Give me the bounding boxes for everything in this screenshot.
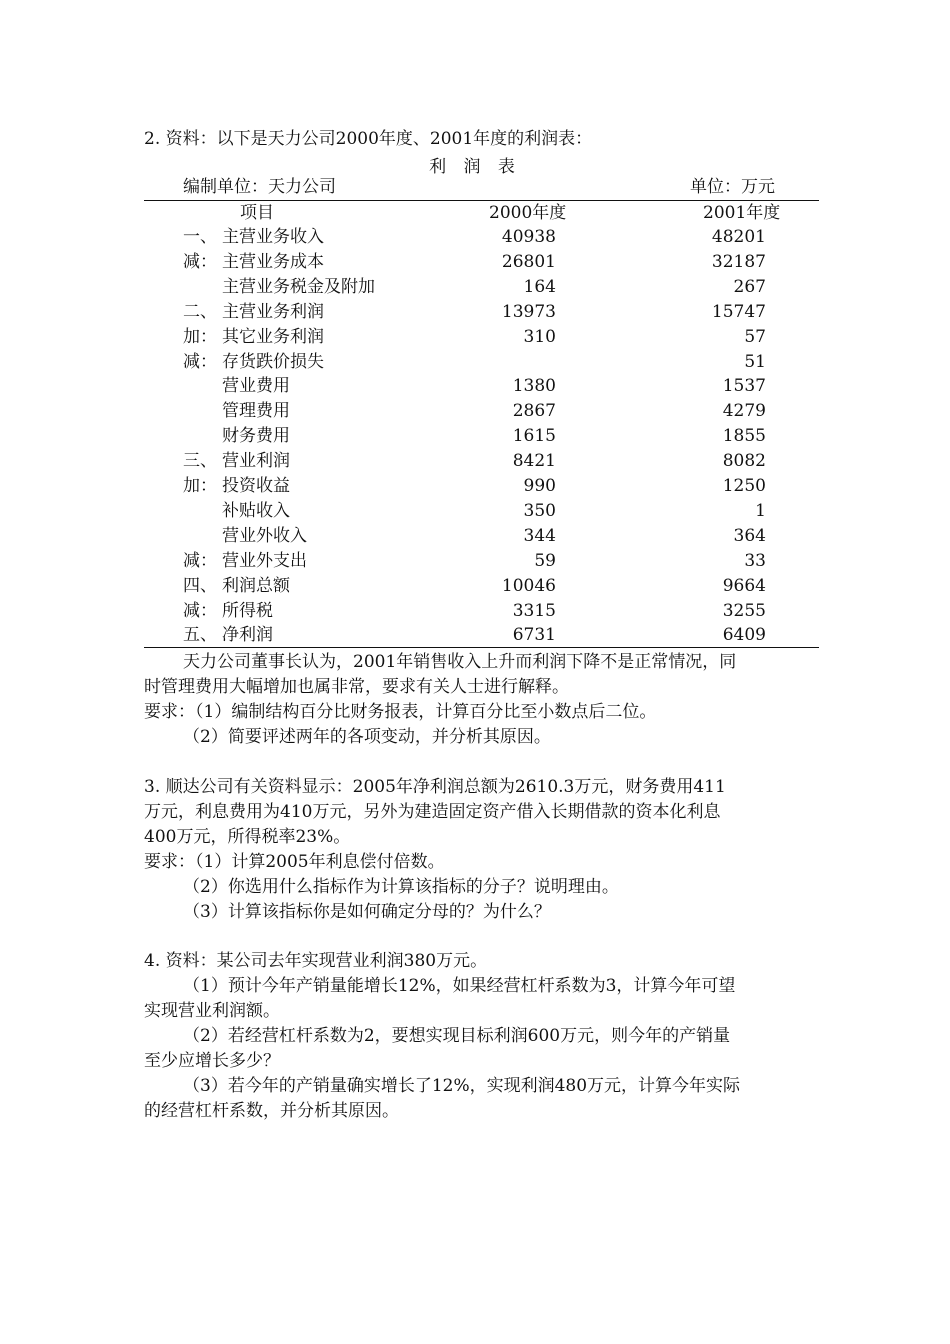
- row-label: 主营业务税金及附加: [222, 276, 375, 297]
- value-2000: 10046: [501, 575, 556, 596]
- value-2000: 344: [523, 525, 556, 546]
- value-2001: 3255: [722, 600, 766, 621]
- q2-requirement-1: 要求：（1）编制结构百分比财务报表，计算百分比至小数点后二位。: [144, 702, 657, 722]
- value-2000: 40938: [501, 227, 556, 247]
- value-2001: 1537: [722, 376, 766, 397]
- table-row: [144, 275, 819, 300]
- q3-requirement-3: （3）计算该指标你是如何确定分母的？为什么？: [183, 902, 551, 922]
- q2-para-line1: 天力公司董事长认为，2001年销售收入上升而利润下降不是正常情况，同: [183, 652, 737, 672]
- q4-part3-line1: （3）若今年的产销量确实增长了12%，实现利润480万元，计算今年实际: [183, 1076, 741, 1096]
- q4-part3-line2: 的经营杠杆系数，并分析其原因。: [144, 1101, 399, 1121]
- row-label: 所得税: [222, 600, 273, 621]
- row-prefix: 四、: [183, 575, 217, 596]
- row-label: 营业费用: [222, 376, 290, 397]
- header-item: 项目: [240, 203, 274, 223]
- value-2000: 8421: [512, 451, 556, 472]
- row-prefix: 减：: [183, 600, 217, 621]
- row-prefix: 二、: [183, 301, 217, 322]
- row-label: 利润总额: [222, 575, 290, 596]
- row-label: 主营业务成本: [222, 251, 324, 272]
- header-2000: 2000年度: [489, 203, 567, 223]
- q3-requirement-2: （2）你选用什么指标作为计算该指标的分子？说明理由。: [183, 877, 619, 897]
- row-prefix: 减：: [183, 251, 217, 272]
- q4-part1-line1: （1）预计今年产销量能增长12%，如果经营杠杆系数为3，计算今年可望: [183, 976, 736, 996]
- row-label: 营业外支出: [222, 550, 307, 571]
- q4-part2-line2: 至少应增长多少？: [144, 1051, 280, 1071]
- q2-requirement-2: （2）简要评述两年的各项变动，并分析其原因。: [183, 727, 551, 747]
- value-2001: 4279: [722, 401, 766, 422]
- table-row: [144, 225, 819, 250]
- table-row: [144, 474, 819, 499]
- row-label: 存货跌价损失: [222, 351, 324, 372]
- row-prefix: 一、: [183, 227, 217, 247]
- q3-line2: 万元，利息费用为410万元，另外为建造固定资产借入长期借款的资本化利息: [144, 802, 721, 822]
- row-label: 财务费用: [222, 426, 290, 447]
- value-2001: 57: [744, 326, 766, 347]
- table-row: [144, 424, 819, 449]
- row-prefix: 加：: [183, 326, 217, 347]
- q3-line1: 3. 顺达公司有关资料显示：2005年净利润总额为2610.3万元，财务费用411: [144, 777, 726, 797]
- table-row: [144, 449, 819, 474]
- row-label: 管理费用: [222, 401, 290, 422]
- row-label: 营业利润: [222, 451, 290, 472]
- value-2000: 1615: [512, 426, 556, 447]
- row-prefix: 减：: [183, 550, 217, 571]
- value-2000: 350: [523, 500, 556, 521]
- q4-line1: 4. 资料：某公司去年实现营业利润380万元。: [144, 951, 488, 971]
- table-unit-right: 单位：万元: [690, 177, 775, 197]
- row-prefix: 加：: [183, 476, 217, 496]
- value-2000: 3315: [512, 600, 556, 621]
- q3-requirement-1: 要求：（1）计算2005年利息偿付倍数。: [144, 852, 445, 872]
- row-prefix: 三、: [183, 451, 217, 472]
- value-2000: 164: [523, 276, 556, 297]
- table-row: [144, 599, 819, 624]
- table-row: [144, 524, 819, 549]
- row-label: 净利润: [222, 625, 273, 646]
- table-row: [144, 549, 819, 574]
- value-2000: 990: [523, 476, 556, 496]
- value-2001: 6409: [722, 625, 766, 646]
- value-2001: 51: [744, 351, 766, 372]
- value-2000: 2867: [512, 401, 556, 422]
- table-row: [144, 374, 819, 399]
- table-row: [144, 399, 819, 424]
- value-2000: 26801: [501, 251, 556, 272]
- value-2000: 310: [523, 326, 556, 347]
- value-2001: 32187: [711, 251, 766, 272]
- value-2001: 15747: [711, 301, 766, 322]
- table-row: [144, 623, 819, 648]
- value-2000: 6731: [512, 625, 556, 646]
- table-unit-left: 编制单位：天力公司: [183, 177, 336, 197]
- row-label: 主营业务利润: [222, 301, 324, 322]
- value-2001: 48201: [711, 227, 766, 247]
- table-row: [144, 250, 819, 275]
- row-prefix: 减：: [183, 351, 217, 372]
- table-title: 利 润 表: [429, 157, 521, 177]
- value-2001: 267: [733, 276, 766, 297]
- q2-intro: 2. 资料：以下是天力公司2000年度、2001年度的利润表：: [144, 129, 593, 149]
- table-row: [144, 350, 819, 375]
- table-row: [144, 300, 819, 325]
- value-2001: 8082: [722, 451, 766, 472]
- value-2001: 1250: [722, 476, 766, 496]
- value-2000: 1380: [512, 376, 556, 397]
- row-label: 其它业务利润: [222, 326, 324, 347]
- value-2000: 13973: [501, 301, 556, 322]
- q2-para-line2: 时管理费用大幅增加也属非常，要求有关人士进行解释。: [144, 677, 569, 697]
- value-2001: 364: [733, 525, 766, 546]
- table-row: [144, 574, 819, 599]
- value-2001: 1: [755, 500, 766, 521]
- table-header-row: [144, 201, 819, 226]
- table-row: [144, 325, 819, 350]
- row-label: 主营业务收入: [222, 227, 324, 247]
- row-label: 投资收益: [222, 476, 290, 496]
- row-prefix: 五、: [183, 625, 217, 646]
- table-bottom-rule: [144, 647, 819, 648]
- value-2000: 59: [534, 550, 556, 571]
- q3-line3: 400万元，所得税率23%。: [144, 827, 351, 847]
- header-2001: 2001年度: [703, 203, 781, 223]
- value-2001: 9664: [722, 575, 766, 596]
- row-label: 补贴收入: [222, 500, 290, 521]
- q4-part2-line1: （2）若经营杠杆系数为2，要想实现目标利润600万元，则今年的产销量: [183, 1026, 731, 1046]
- table-row: [144, 499, 819, 524]
- q4-part1-line2: 实现营业利润额。: [144, 1001, 280, 1021]
- value-2001: 1855: [722, 426, 766, 447]
- row-label: 营业外收入: [222, 525, 307, 546]
- value-2001: 33: [744, 550, 766, 571]
